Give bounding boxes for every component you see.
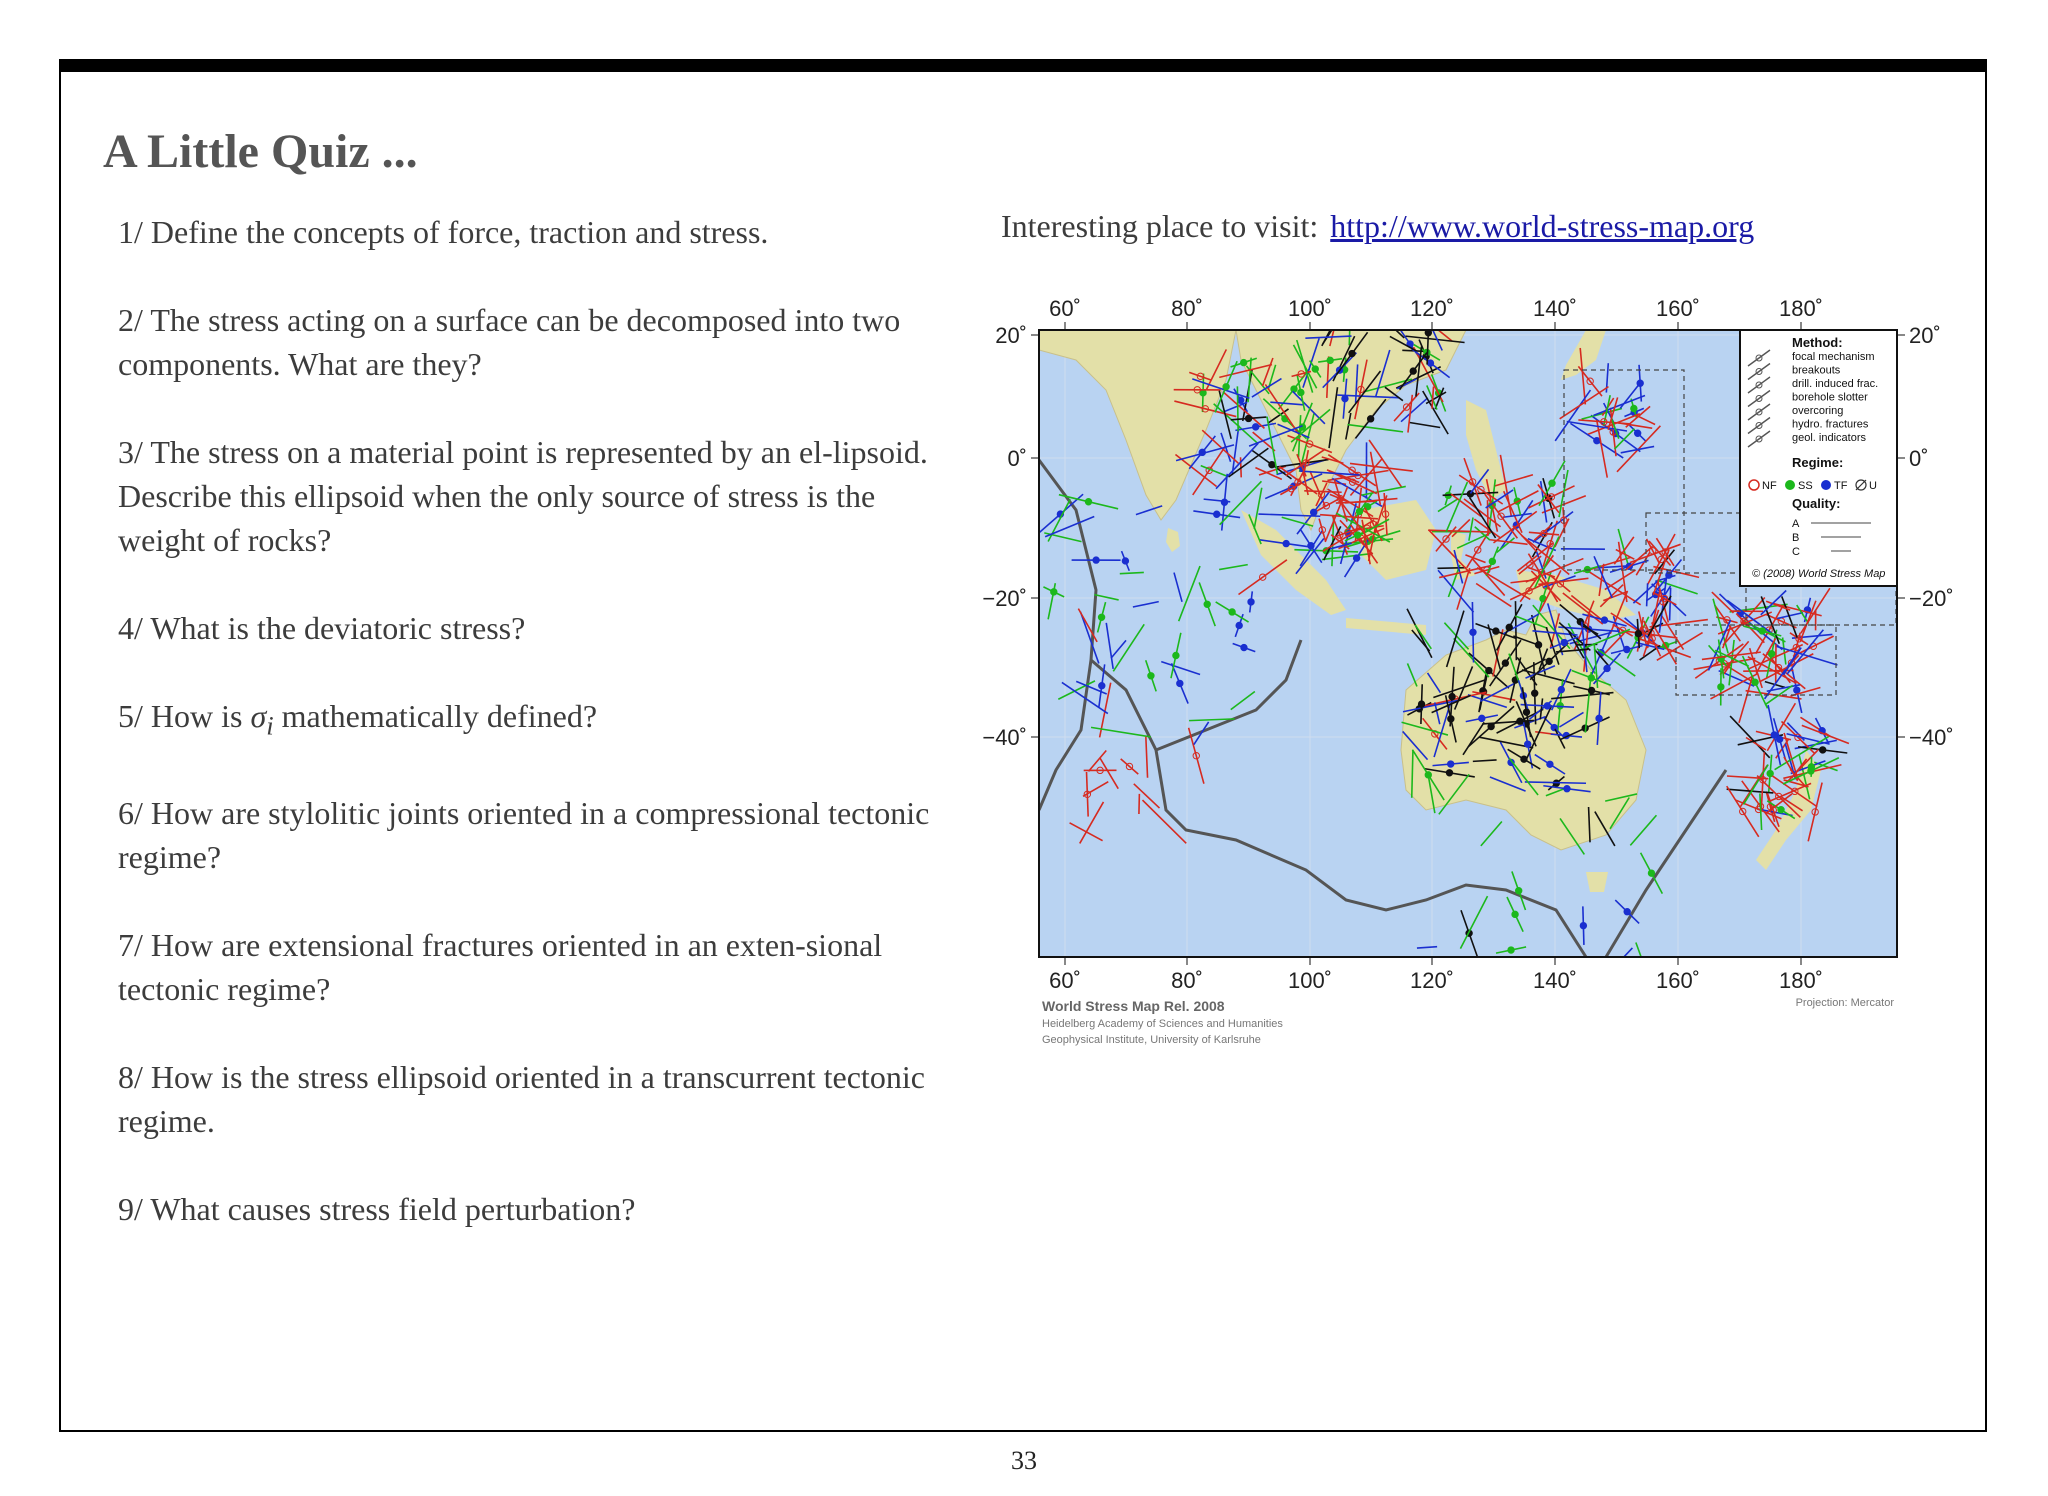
legend-method-item: borehole slotter <box>1792 391 1868 404</box>
stress-point <box>1580 922 1586 928</box>
stress-point <box>1808 768 1814 774</box>
map-credit-line2: Geophysical Institute, University of Karlsruhe <box>1042 1034 1261 1046</box>
stress-point <box>1252 424 1258 430</box>
stress-vector <box>1326 322 1358 327</box>
stress-vector <box>1464 975 1481 1028</box>
stress-point <box>1604 665 1610 671</box>
stress-point <box>1489 558 1495 564</box>
map-credit-title: World Stress Map Rel. 2008 <box>1042 998 1225 1014</box>
stress-point <box>1312 366 1318 372</box>
stress-point <box>1291 386 1297 392</box>
stress-point <box>1356 508 1362 514</box>
stress-point <box>1410 368 1416 374</box>
stress-point <box>1099 683 1105 689</box>
stress-point <box>1241 644 1247 650</box>
stress-vector <box>1237 386 1238 431</box>
stress-point <box>1223 384 1229 390</box>
stress-point <box>1327 357 1333 363</box>
stress-point <box>1310 509 1316 515</box>
stress-point <box>1648 870 1654 876</box>
stress-point <box>1347 311 1353 317</box>
stress-point <box>1479 715 1485 721</box>
stress-point <box>1794 687 1800 693</box>
regime-u-label: U <box>1869 480 1877 492</box>
link-label: Interesting place to visit: <box>1001 208 1319 244</box>
stress-point <box>1448 716 1454 722</box>
stress-point <box>1349 350 1355 356</box>
legend-method-item: focal mechanism <box>1792 351 1875 363</box>
stress-point <box>1354 532 1360 538</box>
stress-point <box>1449 693 1455 699</box>
stress-point <box>1469 998 1475 1004</box>
right-tick-label: 20˚ <box>1909 323 1941 348</box>
stress-point <box>1635 630 1641 636</box>
stress-point <box>1418 701 1424 707</box>
question-6: 6/ How are stylolitic joints oriented in a compressional tectonic regime? <box>118 795 930 876</box>
top-tick-label: 120˚ <box>1409 296 1455 321</box>
stress-point <box>1564 786 1570 792</box>
bottom-tick-label: 180˚ <box>1778 968 1824 993</box>
right-tick-label: −20˚ <box>1909 586 1954 611</box>
right-tick-label: 0˚ <box>1909 446 1929 471</box>
stress-point <box>1446 770 1452 776</box>
stress-point <box>1631 405 1637 411</box>
stress-vector <box>1483 971 1516 1010</box>
legend-regime-title: Regime: <box>1792 455 1844 470</box>
legend-method-item: hydro. fractures <box>1792 418 1869 431</box>
top-tick-label: 60˚ <box>1049 296 1081 321</box>
legend-quality-title: Quality: <box>1792 496 1841 511</box>
stress-point <box>1506 624 1512 630</box>
sigma-symbol: σ <box>250 698 267 734</box>
stress-vector <box>1433 995 1471 1024</box>
regime-ss-symbol <box>1785 480 1795 490</box>
stress-vector <box>1469 988 1503 1021</box>
top-tick-label: 160˚ <box>1655 296 1701 321</box>
question-1: 1/ Define the concepts of force, traction and stress. <box>118 214 769 250</box>
legend-method-item: geol. indicators <box>1792 432 1866 444</box>
stress-vector <box>1515 601 1516 660</box>
question-7: 7/ How are extensional fractures oriented in an exten-sional tectonic regime? <box>118 927 883 1008</box>
stress-point <box>1353 555 1359 561</box>
stress-point <box>1236 622 1242 628</box>
stress-point <box>1771 732 1777 738</box>
stress-point <box>1515 888 1521 894</box>
stress-point <box>1549 480 1555 486</box>
stress-point <box>1767 770 1773 776</box>
stress-point <box>1085 499 1091 505</box>
quality-a-label: A <box>1792 518 1800 530</box>
stress-point <box>1245 415 1251 421</box>
quality-c-label: C <box>1792 546 1800 558</box>
stress-point <box>1819 747 1825 753</box>
stress-point <box>1333 319 1339 325</box>
regime-tf-label: TF <box>1834 480 1848 492</box>
stress-point <box>1051 589 1057 595</box>
map-legend <box>1740 330 1897 586</box>
stress-point <box>1508 947 1514 953</box>
right-tick-label: −40˚ <box>1909 725 1954 750</box>
bottom-tick-label: 160˚ <box>1655 968 1701 993</box>
stress-vector <box>1486 991 1515 1001</box>
stress-vector <box>1437 568 1465 569</box>
stress-point <box>1546 658 1552 664</box>
stress-vector <box>1647 583 1648 606</box>
stress-vector <box>1488 984 1518 1034</box>
stress-vector <box>1606 973 1626 981</box>
legend-copyright: © (2008) World Stress Map <box>1752 568 1886 580</box>
stress-point <box>1269 461 1275 467</box>
stress-point <box>1558 686 1564 692</box>
top-tick-label: 80˚ <box>1171 296 1203 321</box>
left-tick-label: −40˚ <box>982 725 1027 750</box>
stress-point <box>1561 639 1567 645</box>
left-tick-label: 20˚ <box>995 323 1027 348</box>
stress-point <box>1525 741 1531 747</box>
stress-point <box>1093 557 1099 563</box>
stress-point <box>1588 687 1594 693</box>
stress-point <box>1768 651 1774 657</box>
stress-point <box>1523 709 1529 715</box>
stress-point <box>1214 511 1220 517</box>
bottom-tick-label: 60˚ <box>1049 968 1081 993</box>
stress-point <box>1122 558 1128 564</box>
stress-point <box>1148 673 1154 679</box>
legend-method-item: overcoring <box>1792 405 1844 417</box>
stress-point <box>1229 609 1235 615</box>
regime-ss-label: SS <box>1798 480 1813 492</box>
legend-method-item: drill. induced frac. <box>1792 378 1879 390</box>
stress-point <box>1544 703 1550 709</box>
stress-point <box>1283 540 1289 546</box>
stress-point <box>1403 315 1409 321</box>
stress-point <box>1493 628 1499 634</box>
stress-point <box>1634 430 1640 436</box>
quiz-questions <box>118 210 958 1275</box>
top-tick-label: 180˚ <box>1778 296 1824 321</box>
regime-nf-label: NF <box>1762 480 1777 492</box>
stress-point <box>1367 416 1373 422</box>
left-tick-label: −20˚ <box>982 586 1027 611</box>
stress-point <box>1427 360 1433 366</box>
stress-point <box>1637 380 1643 386</box>
regime-tf-symbol <box>1821 480 1831 490</box>
map-credit-line1: Heidelberg Academy of Sciences and Humanities <box>1042 1018 1283 1030</box>
stress-point <box>1248 599 1254 605</box>
question-2: 2/ The stress acting on a surface can be decomposed into two components. What are they? <box>118 302 901 382</box>
top-tick-label: 140˚ <box>1532 296 1578 321</box>
stress-point <box>1594 437 1600 443</box>
stress-point <box>1596 715 1602 721</box>
bottom-tick-label: 120˚ <box>1409 968 1455 993</box>
stress-point <box>1098 614 1104 620</box>
stress-vector <box>1461 983 1478 1032</box>
stress-vector <box>1670 588 1671 621</box>
stress-point <box>1776 736 1782 742</box>
stress-point <box>1447 761 1453 767</box>
stress-point <box>1512 911 1518 917</box>
sigma-subscript: i <box>266 710 274 741</box>
stress-point <box>1624 909 1630 915</box>
slide-title: A Little Quiz ... <box>103 125 418 178</box>
world-stress-map-link[interactable]: http://www.world-stress-map.org <box>1330 208 1755 244</box>
stress-point <box>1240 359 1246 365</box>
stress-point <box>1601 617 1607 623</box>
map-projection: Projection: Mercator <box>1795 997 1894 1009</box>
stress-point <box>1486 667 1492 673</box>
stress-point <box>1173 652 1179 658</box>
stress-point <box>1500 1006 1506 1012</box>
legend-method-item: breakouts <box>1792 364 1841 377</box>
stress-point <box>1298 389 1304 395</box>
stress-point <box>1204 601 1210 607</box>
stress-point <box>1502 660 1508 666</box>
stress-point <box>1624 646 1630 652</box>
stress-point <box>1547 761 1553 767</box>
stress-point <box>1588 675 1594 681</box>
question-3: 3/ The stress on a material point is represented by an el-lipsoid. Describe this ellipsoid when the only source of stress is the weight of rocks? <box>118 434 928 558</box>
stress-point <box>1470 629 1476 635</box>
question-5: 5/ How is $\sigma_i$ mathematically defined? <box>118 698 598 741</box>
stress-point <box>1488 723 1494 729</box>
page-number: 33 <box>1011 1446 1037 1475</box>
bottom-tick-label: 100˚ <box>1287 968 1333 993</box>
stress-point <box>1752 679 1758 685</box>
question-9: 9/ What causes stress field perturbation? <box>118 1191 636 1228</box>
stress-point <box>1551 724 1557 730</box>
stress-point <box>1497 987 1503 993</box>
bottom-tick-label: 80˚ <box>1171 968 1203 993</box>
stress-map-image <box>906 210 1954 1060</box>
left-tick-label: 0˚ <box>1007 446 1027 471</box>
question-4: 4/ What is the deviatoric stress? <box>118 610 526 646</box>
quality-b-label: B <box>1792 532 1800 544</box>
stress-point <box>1342 395 1348 401</box>
world-stress-map-figure <box>906 210 1954 1060</box>
stress-point <box>1759 628 1765 634</box>
legend-method-title: Method: <box>1792 335 1843 350</box>
stress-point <box>1425 772 1431 778</box>
stress-point <box>1718 684 1724 690</box>
stress-point <box>1532 690 1538 696</box>
stress-point <box>1778 806 1784 812</box>
question-8: 8/ How is the stress ellipsoid oriented in a transcurrent tectonic regime. <box>118 1059 925 1140</box>
bottom-tick-label: 140˚ <box>1532 968 1578 993</box>
stress-point <box>1177 680 1183 686</box>
top-tick-label: 100˚ <box>1287 296 1333 321</box>
